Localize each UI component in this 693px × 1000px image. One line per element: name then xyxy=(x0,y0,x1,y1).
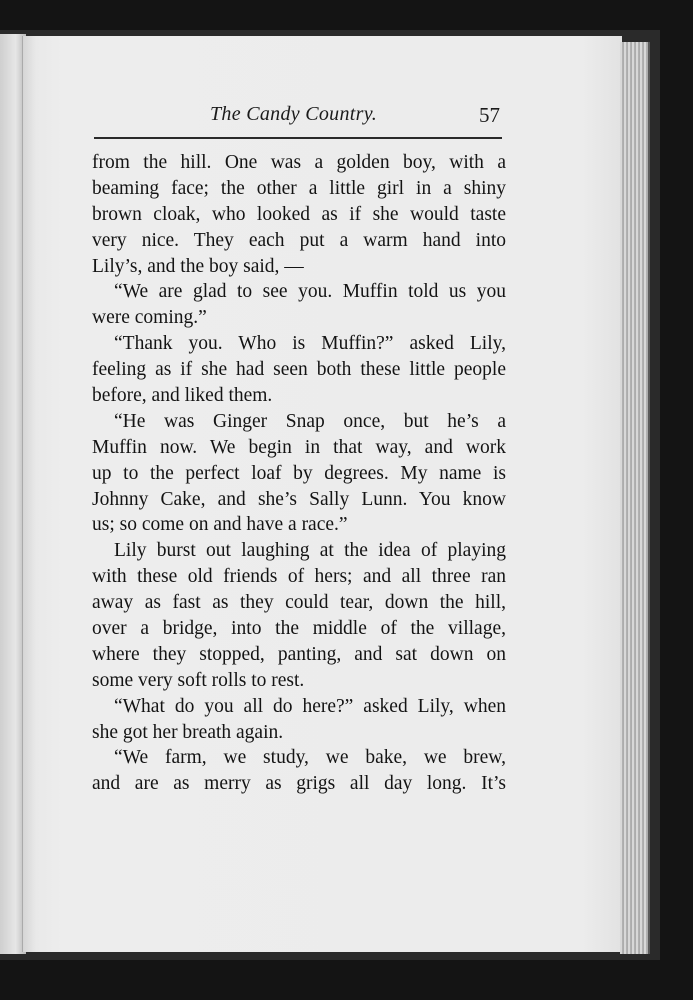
text-line: from the hill. One was a golden boy, with a xyxy=(92,152,506,173)
body-text xyxy=(92,150,506,797)
text-line: “We are glad to see you. Muffin told us you xyxy=(114,281,506,303)
page-edges xyxy=(620,42,650,954)
text-line: Lily’s, and the boy said, — xyxy=(92,255,304,277)
text-line: over a bridge, into the middle of the village, xyxy=(92,618,506,640)
text-line: some very soft rolls to rest. xyxy=(92,669,305,691)
text-line: before, and liked them. xyxy=(92,385,273,407)
text-line: where they stopped, panting, and sat down on xyxy=(92,643,506,665)
text-line: “We farm, we study, we bake, we brew, xyxy=(114,747,506,769)
text-line: “What do you all do here?” asked Lily, when xyxy=(114,695,506,717)
text-line: and are as merry as grigs all day long. It’s xyxy=(92,773,506,795)
text-line: very nice. They each put a warm hand into xyxy=(92,229,506,251)
text-line: beaming face; the other a little girl in a shiny xyxy=(92,177,506,199)
page-number: 57 xyxy=(479,103,500,127)
running-title: The Candy Country. xyxy=(210,103,378,125)
text-line: Johnny Cake, and she’s Sally Lunn. You know xyxy=(92,488,506,510)
text-line: “Thank you. Who is Muffin?” asked Lily, xyxy=(114,333,506,355)
text-line: away as fast as they could tear, down the hill, xyxy=(92,592,506,614)
text-line: Lily burst out laughing at the idea of playing xyxy=(114,540,506,562)
text-line: brown cloak, who looked as if she would taste xyxy=(92,203,506,225)
text-line: she got her breath again. xyxy=(92,721,284,743)
text-line: us; so come on and have a race.” xyxy=(92,514,348,536)
header-rule xyxy=(94,137,502,139)
text-line: were coming.” xyxy=(92,307,207,329)
text-line: up to the perfect loaf by degrees. My name is xyxy=(92,462,506,484)
text-line: with these old friends of hers; and all three ran xyxy=(92,566,506,588)
text-line: feeling as if she had seen both these little people xyxy=(92,359,506,381)
text-line: Muffin now. We begin in that way, and work xyxy=(92,436,506,458)
text-line: “He was Ginger Snap once, but he’s a xyxy=(114,410,506,432)
running-head xyxy=(210,103,500,133)
